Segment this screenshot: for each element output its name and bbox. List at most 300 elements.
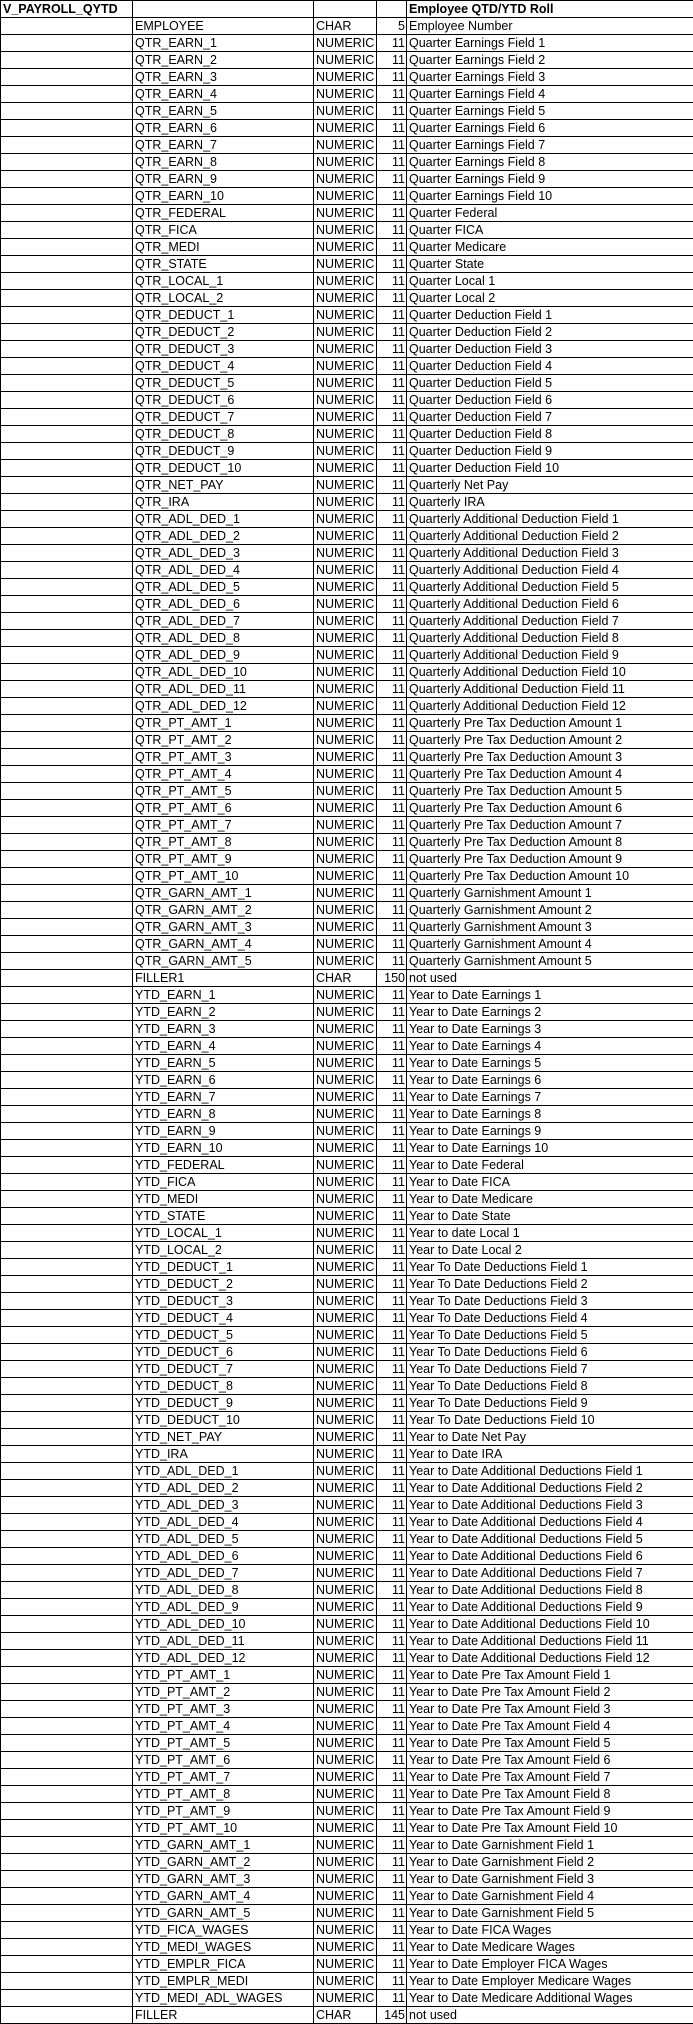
data-type-cell: NUMERIC — [314, 1803, 377, 1820]
field-length-cell: 11 — [377, 1446, 407, 1463]
field-length-cell: 11 — [377, 86, 407, 103]
data-type-cell: NUMERIC — [314, 1463, 377, 1480]
field-name-cell: YTD_DEDUCT_5 — [133, 1327, 314, 1344]
field-description-cell: Quarter Deduction Field 2 — [407, 324, 693, 341]
field-length-cell: 11 — [377, 1157, 407, 1174]
field-length-cell: 150 — [377, 970, 407, 987]
field-description-cell: Quarterly Additional Deduction Field 12 — [407, 698, 693, 715]
data-type-cell: NUMERIC — [314, 953, 377, 970]
blank-cell — [1, 426, 133, 443]
table-row — [1, 1021, 693, 1038]
data-type-cell: NUMERIC — [314, 103, 377, 120]
field-name-cell: QTR_DEDUCT_9 — [133, 443, 314, 460]
data-type-cell: NUMERIC — [314, 1480, 377, 1497]
table-row — [1, 1055, 693, 1072]
field-length-cell: 11 — [377, 749, 407, 766]
data-type-cell: NUMERIC — [314, 1531, 377, 1548]
blank-cell — [1, 256, 133, 273]
field-name-cell: YTD_ADL_DED_12 — [133, 1650, 314, 1667]
data-type-cell: NUMERIC — [314, 358, 377, 375]
blank-cell — [314, 1, 377, 18]
data-type-cell: NUMERIC — [314, 1718, 377, 1735]
data-type-cell: NUMERIC — [314, 1565, 377, 1582]
blank-cell — [1, 1803, 133, 1820]
table-row — [1, 1140, 693, 1157]
field-length-cell: 11 — [377, 239, 407, 256]
blank-cell — [1, 171, 133, 188]
field-description-cell: Year To Date Deductions Field 6 — [407, 1344, 693, 1361]
field-length-cell: 11 — [377, 1667, 407, 1684]
table-row — [1, 579, 693, 596]
field-name-cell: YTD_LOCAL_1 — [133, 1225, 314, 1242]
table-row — [1, 256, 693, 273]
field-name-cell: QTR_PT_AMT_10 — [133, 868, 314, 885]
field-length-cell: 11 — [377, 1599, 407, 1616]
table-row — [1, 698, 693, 715]
blank-cell — [1, 579, 133, 596]
blank-cell — [1, 69, 133, 86]
blank-cell — [133, 1, 314, 18]
field-name-cell: QTR_ADL_DED_9 — [133, 647, 314, 664]
field-name-cell: QTR_EARN_7 — [133, 137, 314, 154]
field-name-cell: QTR_ADL_DED_10 — [133, 664, 314, 681]
field-length-cell: 11 — [377, 817, 407, 834]
blank-cell — [1, 1412, 133, 1429]
field-name-cell: YTD_GARN_AMT_3 — [133, 1871, 314, 1888]
field-length-cell: 11 — [377, 392, 407, 409]
blank-cell — [1, 1667, 133, 1684]
field-length-cell: 11 — [377, 1905, 407, 1922]
blank-cell — [1, 1276, 133, 1293]
data-type-cell: NUMERIC — [314, 222, 377, 239]
data-type-cell: NUMERIC — [314, 1344, 377, 1361]
table-row — [1, 528, 693, 545]
blank-cell — [1, 1616, 133, 1633]
field-description-cell: Year to Date Employer Medicare Wages — [407, 1973, 693, 1990]
blank-cell — [1, 1293, 133, 1310]
table-row — [1, 1089, 693, 1106]
blank-cell — [1, 222, 133, 239]
field-description-cell: Year to Date Garnishment Field 5 — [407, 1905, 693, 1922]
data-type-cell: NUMERIC — [314, 494, 377, 511]
data-type-cell: NUMERIC — [314, 630, 377, 647]
blank-cell — [1, 851, 133, 868]
field-name-cell: QTR_DEDUCT_2 — [133, 324, 314, 341]
field-length-cell: 11 — [377, 1837, 407, 1854]
field-description-cell: Year to Date Pre Tax Amount Field 5 — [407, 1735, 693, 1752]
table-row — [1, 1191, 693, 1208]
data-type-cell: NUMERIC — [314, 1973, 377, 1990]
data-type-cell: NUMERIC — [314, 392, 377, 409]
header-row — [1, 1, 693, 18]
table-row — [1, 1242, 693, 1259]
blank-cell — [1, 1786, 133, 1803]
field-name-cell: YTD_EMPLR_FICA — [133, 1956, 314, 1973]
field-name-cell: QTR_ADL_DED_8 — [133, 630, 314, 647]
table-row — [1, 1310, 693, 1327]
table-row — [1, 936, 693, 953]
table-row — [1, 749, 693, 766]
field-name-cell: QTR_DEDUCT_10 — [133, 460, 314, 477]
data-type-cell: NUMERIC — [314, 205, 377, 222]
table-row — [1, 1123, 693, 1140]
blank-cell — [1, 1004, 133, 1021]
table-row — [1, 596, 693, 613]
field-name-cell: YTD_GARN_AMT_1 — [133, 1837, 314, 1854]
blank-cell — [1, 1497, 133, 1514]
field-length-cell: 11 — [377, 1888, 407, 1905]
data-type-cell: NUMERIC — [314, 1021, 377, 1038]
table-row — [1, 1871, 693, 1888]
data-type-cell: NUMERIC — [314, 562, 377, 579]
table-row — [1, 1837, 693, 1854]
field-length-cell: 11 — [377, 1038, 407, 1055]
field-description-cell: Year to Date Garnishment Field 3 — [407, 1871, 693, 1888]
field-description-cell: Year to Date Earnings 6 — [407, 1072, 693, 1089]
field-name-cell: YTD_EARN_10 — [133, 1140, 314, 1157]
field-name-cell: QTR_GARN_AMT_4 — [133, 936, 314, 953]
table-row — [1, 511, 693, 528]
field-name-cell: QTR_EARN_8 — [133, 154, 314, 171]
blank-cell — [1, 358, 133, 375]
data-type-cell: NUMERIC — [314, 171, 377, 188]
field-description-cell: Quarterly Pre Tax Deduction Amount 3 — [407, 749, 693, 766]
field-length-cell: 11 — [377, 851, 407, 868]
blank-cell — [1, 1684, 133, 1701]
field-description-cell: Year to Date Additional Deductions Field 2 — [407, 1480, 693, 1497]
data-type-cell: NUMERIC — [314, 1922, 377, 1939]
data-type-cell: NUMERIC — [314, 1769, 377, 1786]
field-name-cell: QTR_PT_AMT_3 — [133, 749, 314, 766]
field-name-cell: QTR_DEDUCT_8 — [133, 426, 314, 443]
field-description-cell: Quarter Local 2 — [407, 290, 693, 307]
blank-cell — [1, 1769, 133, 1786]
field-name-cell: YTD_PT_AMT_9 — [133, 1803, 314, 1820]
field-length-cell: 11 — [377, 1276, 407, 1293]
field-length-cell: 11 — [377, 1123, 407, 1140]
field-name-cell: YTD_NET_PAY — [133, 1429, 314, 1446]
field-description-cell: Quarterly Pre Tax Deduction Amount 4 — [407, 766, 693, 783]
data-type-cell: NUMERIC — [314, 936, 377, 953]
blank-cell — [1, 137, 133, 154]
table-row — [1, 1939, 693, 1956]
field-length-cell: 11 — [377, 1429, 407, 1446]
blank-cell — [1, 1140, 133, 1157]
table-row — [1, 681, 693, 698]
field-description-cell: Year to Date Earnings 10 — [407, 1140, 693, 1157]
field-length-cell: 11 — [377, 290, 407, 307]
field-length-cell: 11 — [377, 1225, 407, 1242]
field-description-cell: Year to Date FICA Wages — [407, 1922, 693, 1939]
field-description-cell: Quarter Deduction Field 4 — [407, 358, 693, 375]
table-row — [1, 18, 693, 35]
blank-cell — [1, 1531, 133, 1548]
field-length-cell: 11 — [377, 171, 407, 188]
table-row — [1, 273, 693, 290]
blank-cell — [1, 545, 133, 562]
data-type-cell: NUMERIC — [314, 1820, 377, 1837]
blank-cell — [1, 120, 133, 137]
data-type-cell: NUMERIC — [314, 1446, 377, 1463]
field-description-cell: Year to Date Additional Deductions Field 4 — [407, 1514, 693, 1531]
field-name-cell: QTR_ADL_DED_4 — [133, 562, 314, 579]
field-name-cell: QTR_LOCAL_2 — [133, 290, 314, 307]
field-length-cell: 11 — [377, 1395, 407, 1412]
data-type-cell: NUMERIC — [314, 732, 377, 749]
field-name-cell: QTR_PT_AMT_7 — [133, 817, 314, 834]
blank-cell — [1, 1939, 133, 1956]
blank-cell — [1, 1310, 133, 1327]
table-row — [1, 1650, 693, 1667]
field-name-cell: QTR_ADL_DED_3 — [133, 545, 314, 562]
field-description-cell: Quarter Earnings Field 7 — [407, 137, 693, 154]
field-description-cell: Quarter Deduction Field 7 — [407, 409, 693, 426]
field-length-cell: 11 — [377, 426, 407, 443]
field-description-cell: Year to Date Pre Tax Amount Field 4 — [407, 1718, 693, 1735]
blank-cell — [1, 698, 133, 715]
blank-cell — [1, 1344, 133, 1361]
data-type-cell: NUMERIC — [314, 1514, 377, 1531]
data-type-cell: NUMERIC — [314, 868, 377, 885]
data-type-cell: NUMERIC — [314, 1395, 377, 1412]
field-description-cell: Quarterly Additional Deduction Field 9 — [407, 647, 693, 664]
field-description-cell: Year to Date Local 2 — [407, 1242, 693, 1259]
field-description-cell: Quarter Medicare — [407, 239, 693, 256]
blank-cell — [1, 562, 133, 579]
blank-cell — [1, 647, 133, 664]
field-description-cell: Quarter Earnings Field 3 — [407, 69, 693, 86]
blank-cell — [1, 1242, 133, 1259]
data-type-cell: NUMERIC — [314, 579, 377, 596]
blank-cell — [1, 834, 133, 851]
field-name-cell: QTR_EARN_10 — [133, 188, 314, 205]
field-length-cell: 11 — [377, 800, 407, 817]
blank-cell — [1, 1718, 133, 1735]
field-name-cell: YTD_ADL_DED_9 — [133, 1599, 314, 1616]
data-type-cell: NUMERIC — [314, 1956, 377, 1973]
blank-cell — [1, 1089, 133, 1106]
field-description-cell: Quarterly Additional Deduction Field 4 — [407, 562, 693, 579]
data-type-cell: NUMERIC — [314, 1327, 377, 1344]
field-name-cell: YTD_ADL_DED_6 — [133, 1548, 314, 1565]
blank-cell — [1, 817, 133, 834]
field-length-cell: 11 — [377, 647, 407, 664]
table-row — [1, 137, 693, 154]
field-name-cell: YTD_ADL_DED_3 — [133, 1497, 314, 1514]
field-description-cell: Year To Date Deductions Field 3 — [407, 1293, 693, 1310]
blank-cell — [1, 1463, 133, 1480]
field-description-cell: Year to Date Pre Tax Amount Field 8 — [407, 1786, 693, 1803]
data-type-cell: NUMERIC — [314, 715, 377, 732]
field-name-cell: YTD_PT_AMT_3 — [133, 1701, 314, 1718]
data-type-cell: CHAR — [314, 2007, 377, 2024]
field-length-cell: 11 — [377, 154, 407, 171]
field-description-cell: Year To Date Deductions Field 8 — [407, 1378, 693, 1395]
field-name-cell: QTR_STATE — [133, 256, 314, 273]
table-row — [1, 1973, 693, 1990]
table-row — [1, 494, 693, 511]
blank-cell — [1, 52, 133, 69]
field-length-cell: 11 — [377, 1140, 407, 1157]
table-row — [1, 103, 693, 120]
field-length-cell: 11 — [377, 1752, 407, 1769]
data-type-cell: NUMERIC — [314, 443, 377, 460]
data-type-cell: NUMERIC — [314, 1038, 377, 1055]
table-row — [1, 358, 693, 375]
field-description-cell: Quarter Deduction Field 3 — [407, 341, 693, 358]
field-name-cell: QTR_EARN_6 — [133, 120, 314, 137]
field-length-cell: 11 — [377, 630, 407, 647]
table-row — [1, 1667, 693, 1684]
field-length-cell: 11 — [377, 1259, 407, 1276]
field-name-cell: EMPLOYEE — [133, 18, 314, 35]
blank-cell — [1, 749, 133, 766]
field-length-cell: 11 — [377, 1956, 407, 1973]
table-row — [1, 1446, 693, 1463]
field-description-cell: Year to Date Earnings 4 — [407, 1038, 693, 1055]
table-row — [1, 953, 693, 970]
data-type-cell: NUMERIC — [314, 426, 377, 443]
field-name-cell: YTD_GARN_AMT_2 — [133, 1854, 314, 1871]
table-row — [1, 205, 693, 222]
blank-cell — [1, 1123, 133, 1140]
field-name-cell: YTD_ADL_DED_8 — [133, 1582, 314, 1599]
field-name-cell: YTD_PT_AMT_1 — [133, 1667, 314, 1684]
data-type-cell: NUMERIC — [314, 1616, 377, 1633]
table-row — [1, 1412, 693, 1429]
data-type-cell: NUMERIC — [314, 1259, 377, 1276]
field-description-cell: Year to Date Pre Tax Amount Field 6 — [407, 1752, 693, 1769]
blank-cell — [1, 630, 133, 647]
data-type-cell: NUMERIC — [314, 647, 377, 664]
blank-cell — [1, 1548, 133, 1565]
field-name-cell: QTR_DEDUCT_4 — [133, 358, 314, 375]
field-name-cell: QTR_EARN_9 — [133, 171, 314, 188]
table-row — [1, 1565, 693, 1582]
table-row — [1, 1735, 693, 1752]
blank-cell — [1, 1157, 133, 1174]
data-type-cell: CHAR — [314, 970, 377, 987]
field-length-cell: 11 — [377, 35, 407, 52]
field-name-cell: YTD_DEDUCT_4 — [133, 1310, 314, 1327]
field-name-cell: YTD_MEDI_WAGES — [133, 1939, 314, 1956]
field-description-cell: Year to Date Additional Deductions Field 5 — [407, 1531, 693, 1548]
field-description-cell: Year To Date Deductions Field 10 — [407, 1412, 693, 1429]
field-length-cell: 11 — [377, 103, 407, 120]
field-length-cell: 11 — [377, 1378, 407, 1395]
data-type-cell: NUMERIC — [314, 1293, 377, 1310]
field-name-cell: YTD_PT_AMT_6 — [133, 1752, 314, 1769]
field-description-cell: Year To Date Deductions Field 4 — [407, 1310, 693, 1327]
field-length-cell: 11 — [377, 698, 407, 715]
table-row — [1, 1990, 693, 2007]
field-length-cell: 11 — [377, 188, 407, 205]
field-length-cell: 11 — [377, 545, 407, 562]
field-name-cell: QTR_PT_AMT_1 — [133, 715, 314, 732]
field-description-cell: Quarter Earnings Field 4 — [407, 86, 693, 103]
field-name-cell: QTR_EARN_2 — [133, 52, 314, 69]
table-row — [1, 1956, 693, 1973]
data-type-cell: NUMERIC — [314, 460, 377, 477]
data-type-cell: NUMERIC — [314, 86, 377, 103]
field-length-cell: 11 — [377, 1718, 407, 1735]
field-length-cell: 5 — [377, 18, 407, 35]
blank-cell — [1, 1429, 133, 1446]
data-type-cell: NUMERIC — [314, 596, 377, 613]
field-description-cell: Quarterly Additional Deduction Field 6 — [407, 596, 693, 613]
field-length-cell: 11 — [377, 205, 407, 222]
table-row — [1, 1038, 693, 1055]
field-description-cell: Year to Date Pre Tax Amount Field 7 — [407, 1769, 693, 1786]
table-row — [1, 443, 693, 460]
field-description-cell: Year to Date Garnishment Field 4 — [407, 1888, 693, 1905]
field-name-cell: YTD_EMPLR_MEDI — [133, 1973, 314, 1990]
blank-cell — [1, 1361, 133, 1378]
field-description-cell: Year to Date Earnings 9 — [407, 1123, 693, 1140]
table-row — [1, 1463, 693, 1480]
blank-cell — [1, 1446, 133, 1463]
field-description-cell: Quarterly Additional Deduction Field 5 — [407, 579, 693, 596]
field-length-cell: 11 — [377, 987, 407, 1004]
table-row — [1, 647, 693, 664]
field-description-cell: Quarter Deduction Field 6 — [407, 392, 693, 409]
field-name-cell: YTD_PT_AMT_10 — [133, 1820, 314, 1837]
field-description-cell: Employee Number — [407, 18, 693, 35]
field-description-cell: Quarter Deduction Field 1 — [407, 307, 693, 324]
field-description-cell: Quarterly Additional Deduction Field 11 — [407, 681, 693, 698]
field-name-cell: QTR_FICA — [133, 222, 314, 239]
blank-cell — [1, 868, 133, 885]
field-length-cell: 11 — [377, 1565, 407, 1582]
field-description-cell: Quarter Deduction Field 5 — [407, 375, 693, 392]
blank-cell — [1, 664, 133, 681]
field-description-cell: Quarterly Additional Deduction Field 8 — [407, 630, 693, 647]
field-length-cell: 11 — [377, 52, 407, 69]
field-length-cell: 11 — [377, 1701, 407, 1718]
data-type-cell: NUMERIC — [314, 154, 377, 171]
table-row — [1, 885, 693, 902]
data-type-cell: NUMERIC — [314, 120, 377, 137]
field-length-cell: 11 — [377, 222, 407, 239]
blank-cell — [1, 1174, 133, 1191]
table-row — [1, 2007, 693, 2024]
field-description-cell: Year to Date Earnings 8 — [407, 1106, 693, 1123]
field-description-cell: Year to Date Pre Tax Amount Field 3 — [407, 1701, 693, 1718]
blank-cell — [1, 1480, 133, 1497]
field-name-cell: YTD_DEDUCT_2 — [133, 1276, 314, 1293]
table-row — [1, 1106, 693, 1123]
field-length-cell: 11 — [377, 1293, 407, 1310]
data-type-cell: NUMERIC — [314, 1242, 377, 1259]
data-type-cell: NUMERIC — [314, 1123, 377, 1140]
field-name-cell: YTD_PT_AMT_7 — [133, 1769, 314, 1786]
field-length-cell: 11 — [377, 307, 407, 324]
data-type-cell: NUMERIC — [314, 1888, 377, 1905]
field-length-cell: 11 — [377, 1021, 407, 1038]
field-length-cell: 11 — [377, 1939, 407, 1956]
table-row — [1, 154, 693, 171]
data-type-cell: NUMERIC — [314, 528, 377, 545]
field-description-cell: Quarter Earnings Field 8 — [407, 154, 693, 171]
field-description-cell: Year to Date Medicare Wages — [407, 1939, 693, 1956]
table-row — [1, 1497, 693, 1514]
blank-cell — [1, 1191, 133, 1208]
field-length-cell: 11 — [377, 732, 407, 749]
field-description-cell: Year to Date Additional Deductions Field 12 — [407, 1650, 693, 1667]
field-description-cell: Year to Date Additional Deductions Field 9 — [407, 1599, 693, 1616]
blank-cell — [1, 443, 133, 460]
field-length-cell: 11 — [377, 1089, 407, 1106]
